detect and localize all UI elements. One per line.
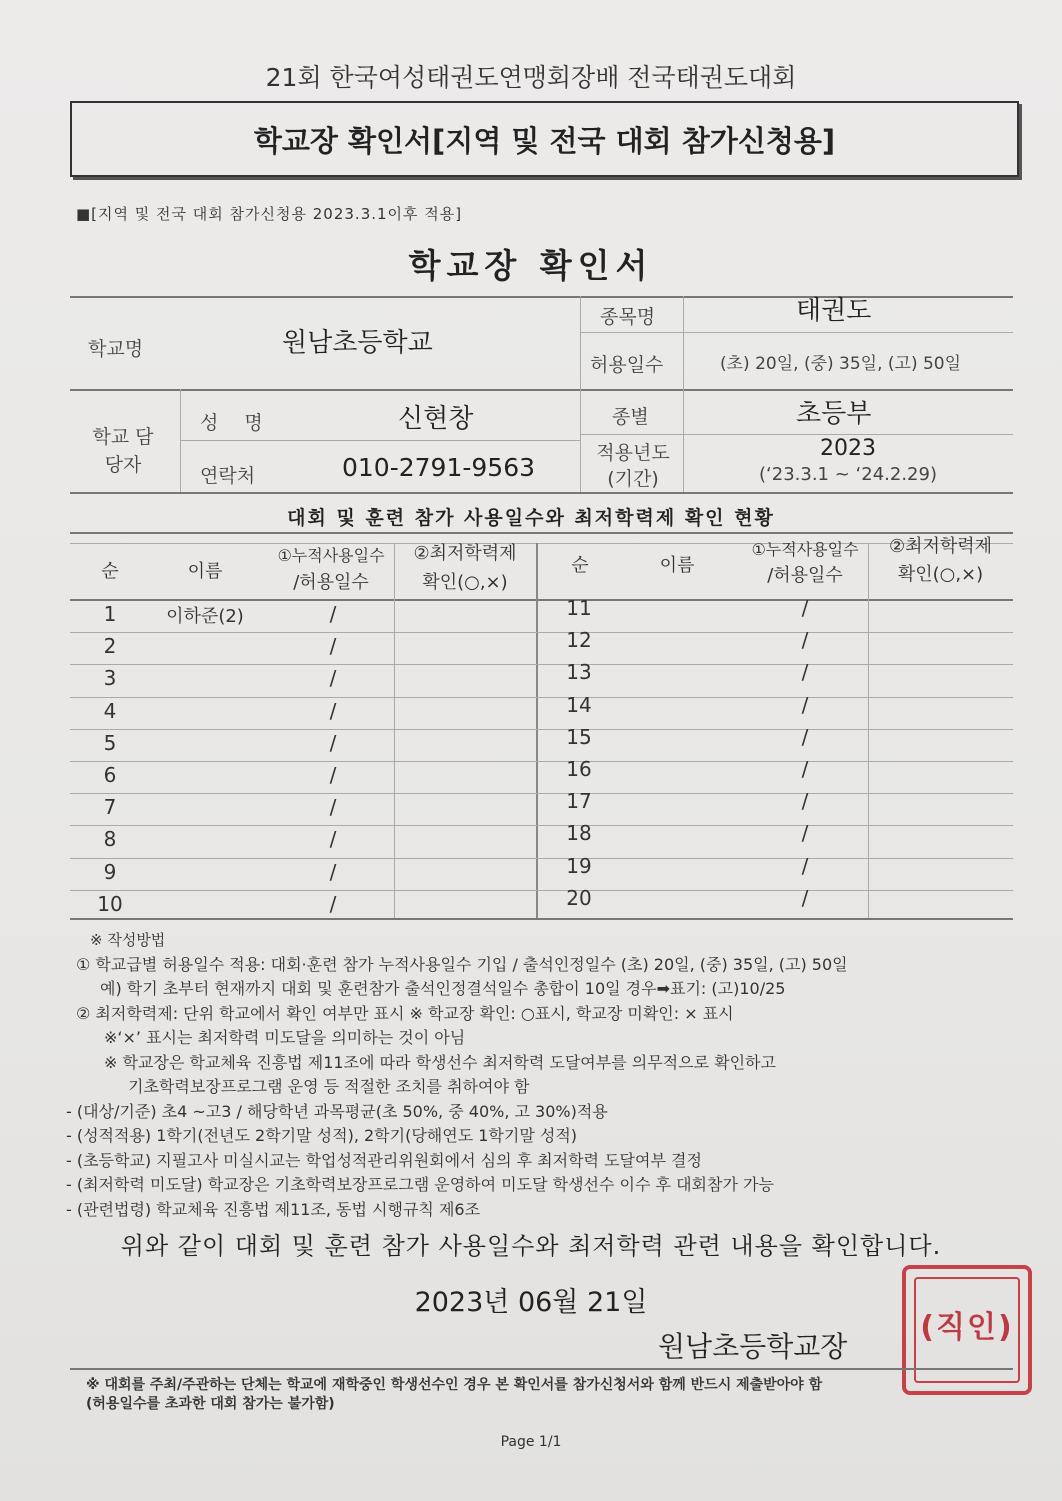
header-days-1: ①누적사용일수 (277, 546, 385, 565)
table-header-rule (70, 599, 1013, 601)
table-row (70, 761, 1013, 762)
cell-no: 18 (566, 821, 592, 846)
year-label: 적용년도 (기간) (596, 442, 670, 490)
cell-no: 13 (566, 660, 592, 685)
note-4b: 기초학력보장프로그램 운영 등 적절한 조치를 취하여야 함 (128, 1077, 530, 1096)
allowed-days-value: (초) 20일, (중) 35일, (고) 50일 (720, 354, 962, 374)
cell-days: / (329, 827, 337, 852)
header-name: 이름 (659, 555, 695, 576)
allowed-days-label: 허용일수 (590, 354, 664, 376)
name-label: 성 명 (200, 412, 273, 434)
instructions (66, 928, 1016, 1222)
cell-no: 7 (103, 795, 117, 820)
cell-days: / (329, 859, 337, 884)
cell-no: 11 (566, 596, 592, 620)
cell-days: / (329, 634, 337, 659)
cell-days: / (801, 853, 809, 878)
contact-value: 010-2791-9563 (342, 453, 536, 482)
cell-days: / (329, 763, 337, 787)
school-value: 원남초등학교 (282, 328, 433, 358)
cell-no: 3 (103, 666, 117, 691)
contact-label: 연락처 (200, 465, 256, 487)
cell-days: / (329, 730, 337, 755)
form-title: 학교장 확인서 (408, 246, 654, 285)
main-title: 학교장 확인서[지역 및 전국 대회 참가신청용] (70, 101, 1019, 177)
header-check-1: ②최저학력제 (413, 543, 517, 564)
cell-no: 5 (103, 730, 117, 755)
cell-name: 이하준(2) (166, 606, 244, 627)
header-name: 이름 (187, 561, 223, 582)
cell-no: 4 (103, 698, 117, 723)
submission-note (86, 1376, 1026, 1414)
table-row (70, 664, 1013, 665)
cell-days: / (801, 821, 809, 846)
issue-date: 2023년 06월 21일 (414, 1287, 648, 1318)
cell-no: 20 (566, 885, 592, 910)
submission-note-2: (허용일수를 초과한 대회 참가는 불가함) (86, 1396, 335, 1412)
table-title: 대회 및 훈련 참가 사용일수와 최저학력제 확인 현황 (287, 507, 775, 529)
note-1b: 예) 학기 초부터 현재까지 대회 및 훈련참가 출석인정결석일수 총합이 10일 경우➡표기: (고)10/25 (100, 979, 786, 998)
submission-note-1: ※ 대회를 주최/주관하는 단체는 학교에 재학중인 학생선수인 경우 본 확인서를 참가신청서와 함께 반드시 제출받아야 함 (86, 1377, 823, 1393)
table-row (70, 793, 1013, 794)
cell-days: / (801, 692, 809, 717)
table-row (70, 858, 1013, 859)
cell-days: / (801, 724, 809, 749)
name-value: 신현창 (398, 404, 474, 434)
applicability-note: ■[지역 및 전국 대회 참가신청용 2023.3.1이후 적용] (76, 205, 463, 223)
cell-no: 17 (566, 789, 592, 814)
info-rule (70, 389, 1013, 391)
sport-label: 종목명 (600, 306, 656, 328)
footer-rule (70, 1368, 1013, 1370)
confirmation-statement: 위와 같이 대회 및 훈련 참가 사용일수와 최저학력 관련 내용을 확인합니다. (120, 1232, 942, 1260)
header-no: 순 (571, 555, 589, 576)
table-bottom-rule (70, 918, 1013, 920)
table-row (70, 697, 1013, 698)
detail-1: - (대상/기준) 초4 ~고3 / 해당학년 과목평균(초 50%, 중 40%, 고 30%)적용 (66, 1101, 608, 1121)
info-vrule (683, 296, 684, 492)
cell-no: 10 (97, 891, 123, 916)
header-no: 순 (101, 561, 119, 582)
table-row (70, 825, 1013, 826)
cell-no: 19 (566, 853, 592, 878)
info-rule (580, 434, 1013, 435)
manager-label: 학교 담당자 (92, 426, 154, 476)
school-label: 학교명 (88, 338, 144, 360)
principal-signature: 원남초등학교장 (658, 1330, 848, 1363)
cell-days: / (801, 757, 809, 781)
header-days-2: /허용일수 (767, 565, 843, 586)
info-rule (180, 440, 580, 441)
cell-no: 12 (566, 628, 592, 653)
table-divider (536, 543, 538, 918)
cell-days: / (801, 885, 809, 910)
year-period: (‘23.3.1 ~ ‘24.2.29) (759, 464, 937, 485)
cell-no: 6 (103, 763, 117, 787)
table-row (70, 632, 1013, 633)
info-vrule (180, 389, 181, 492)
cell-no: 2 (103, 634, 117, 659)
cell-no: 1 (103, 602, 117, 626)
cell-days: / (329, 795, 337, 820)
cell-days: / (801, 628, 809, 653)
table-row (70, 890, 1013, 891)
category-label: 종별 (612, 406, 649, 428)
seal-text: (직인) (920, 1310, 1014, 1345)
cell-days: / (801, 596, 809, 620)
year-value: 2023 (820, 436, 876, 461)
cell-no: 16 (566, 757, 592, 781)
cell-no: 9 (103, 859, 117, 884)
detail-3: - (초등학교) 지필고사 미실시교는 학업성적관리위원회에서 심의 후 최저학력 도달여부 결정 (66, 1150, 702, 1170)
cell-days: / (329, 666, 337, 691)
sport-value: 태권도 (796, 296, 872, 326)
table-row (70, 729, 1013, 730)
header-check-2: 확인(○,×) (422, 572, 508, 593)
cell-no: 8 (103, 827, 117, 852)
cell-days: / (329, 698, 337, 723)
detail-4: - (최저학력 미도달) 학교장은 기초학력보장프로그램 운영하여 미도달 학생선수 이수 후 대회참가 가능 (66, 1175, 774, 1194)
note-3: ※‘×’ 표시는 최저학력 미도달을 의미하는 것이 아님 (104, 1028, 466, 1047)
note-2: ② 최저학력제: 단위 학교에서 확인 여부만 표시 ※ 학교장 확인: ○표시, 학교장 미확인: × 표시 (76, 1003, 734, 1023)
detail-5: - (관련법령) 학교체육 진흥법 제11조, 동법 시행규칙 제6조 (66, 1199, 481, 1219)
info-vrule (580, 296, 581, 492)
note-1: ① 학교급별 허용일수 적용: 대회·훈련 참가 누적사용일수 기입 / 출석인정일수 (초) 20일, (중) 35일, (고) 50일 (76, 954, 848, 974)
header-check-1: ②최저학력제 (888, 536, 993, 557)
cell-days: / (801, 660, 809, 685)
detail-2: - (성적적용) 1학기(전년도 2학기말 성적), 2학기(당해연도 1학기말 성적) (66, 1126, 578, 1145)
event-title: 21회 한국여성태권도연맹회장배 전국태권도대회 (265, 63, 797, 92)
cell-days: / (329, 891, 337, 916)
page-number: Page 1/1 (500, 1434, 562, 1450)
category-value: 초등부 (796, 399, 872, 429)
info-rule (70, 492, 1013, 494)
info-top-rule (70, 296, 1013, 298)
cell-no: 14 (566, 692, 592, 717)
info-rule (580, 332, 1013, 333)
notes-heading: ※ 작성방법 (90, 931, 166, 949)
header-days-2: /허용일수 (293, 572, 369, 593)
header-days-1: ①누적사용일수 (751, 540, 859, 559)
cell-days: / (801, 789, 809, 814)
note-4: ※ 학교장은 학교체육 진흥법 제11조에 따라 학생선수 최저학력 도달여부를 의무적으로 확인하고 (104, 1052, 776, 1072)
cell-days: / (329, 602, 337, 626)
header-check-2: 확인(○,×) (897, 564, 984, 585)
cell-no: 15 (566, 724, 592, 749)
